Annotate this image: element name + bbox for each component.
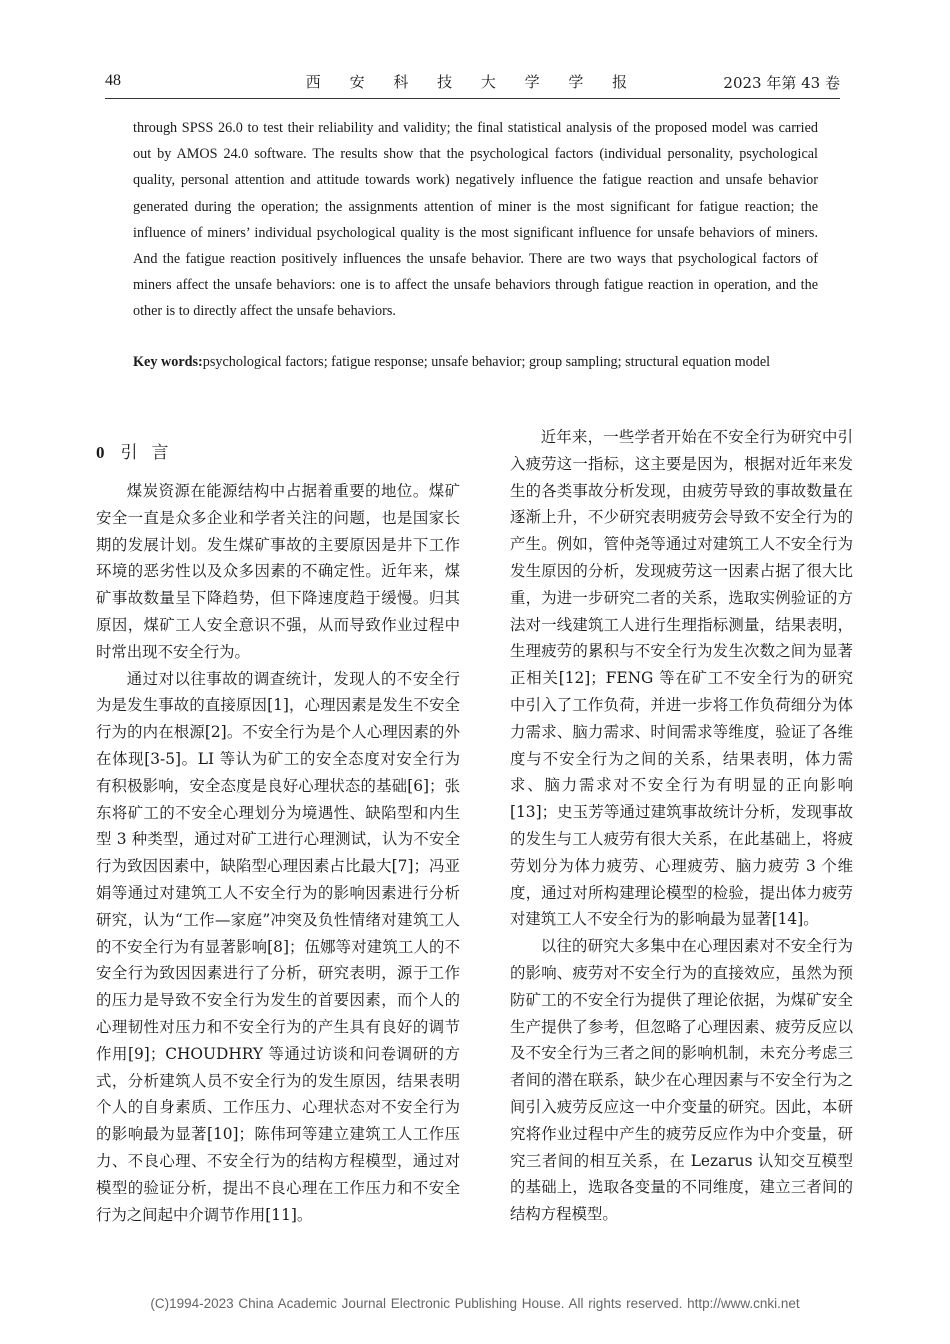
paragraph: 通过对以往事故的调查统计，发现人的不安全行为是发生事故的直接原因[1]，心理因素是发生不安全行为的内在根源[2]。不安全行为是个人心理因素的外在体现[3-5]。LI 等认为矿工的安全态度对安全行为有积极影响，安全态度是良好心理状态的基础[6]；张东将矿工的不安全心理划分为境遇性、缺陷型和内生型 3 种类型，通过对矿工进行心理测试，认为不安全行为致因因素中，缺陷型心理因素占比最大[7]；冯亚娟等通过对建筑工人不安全行为的影响因素进行分析研究，认为“工作—家庭”冲突及负性情绪对建筑工人的不安全行为有显著影响[8]；伍娜等对建筑工人的不安全行为致因因素进行了分析，研究表明，源于工作的压力是导致不安全行为发生的首要因素，而个人的心理韧性对压力和不安全行为的产生具有良好的调节作用[9]；CHOUDHRY 等通过访谈和问卷调研的方式，分析建筑人员不安全行为的发生原因，结果表明个人的自身素质、工作压力、心理状态对不安全行为的影响最为显著[10]；陈伟珂等建立建筑工人工作压力、不良心理、不安全行为的结构方程模型，通过对模型的验证分析，提出不良心理在工作压力和不安全行为之间起中介调节作用[11]。: [96, 669, 460, 1224]
keywords: [133, 349, 818, 375]
section-heading: [96, 440, 460, 466]
paragraph: 近年来，一些学者开始在不安全行为研究中引入疲劳这一指标，这主要是因为，根据对近年来发生的各类事故分析发现，由疲劳导致的事故数量在逐渐上升，不少研究表明疲劳会导致不安全行为的产生。例如，管仲尧等通过对建筑工人不安全行为发生原因的分析，发现疲劳这一因素占据了很大比重，为进一步研究二者的关系，选取实例验证的方法对一线建筑工人进行生理指标测量，结果表明，生理疲劳的累积与不安全行为发生次数之间为显著正相关[12]；FENG 等在矿工不安全行为的研究中引入了工作负荷，并进一步将工作负荷细分为体力需求、脑力需求、时间需求等维度，验证了各维度与不安全行为之间的关系，结果表明，体力需求、脑力需求对不安全行为有明显的正向影响[13]；史玉芳等通过建筑事故统计分析，发现事故的发生与工人疲劳有很大关系，在此基础上，将疲劳划分为体力疲劳、心理疲劳、脑力疲劳 3 个维度，通过对所构建理论模型的检验，提出体力疲劳对建筑工人不安全行为的影响最为显著[14]。: [510, 428, 853, 929]
paragraph: 以往的研究大多集中在心理因素对不安全行为的影响、疲劳对不安全行为的直接效应，虽然为预防矿工的不安全行为提供了理论依据，为煤矿安全生产提供了参考，但忽略了心理因素、疲劳反应以及不安全行为三者之间的影响机制，未充分考虑三者间的潜在联系，缺少在心理因素与不安全行为之间引入疲劳反应这一中介变量的研究。因此，本研究将作业过程中产生的疲劳反应作为中介变量，研究三者间的相互关系，在 Lezarus 认知交互模型的基础上，选取各变量的不同维度，建立三者间的结构方程模型。: [510, 937, 853, 1224]
journal-title: 西 安 科 技 大 学 学 报: [305, 73, 640, 91]
page-number: 48: [105, 72, 121, 89]
issue-label: 2023 年第 43 卷: [723, 74, 840, 92]
section-title: 引言: [120, 443, 183, 463]
running-header: [105, 70, 840, 94]
right-column: [510, 424, 853, 1228]
left-column: [96, 440, 460, 1228]
copyright-footer: (C)1994-2023 China Academic Journal Electronic Publishing House. All rights reserved. http://www.cnki.net: [150, 1296, 800, 1311]
paragraph: 煤炭资源在能源结构中占据着重要的地位。煤矿安全一直是众多企业和学者关注的问题，也是国家长期的发展计划。发生煤矿事故的主要原因是井下工作环境的恶劣性以及众多因素的不确定性。近年来，煤矿事故数量呈下降趋势，但下降速度趋于缓慢。归其原因，煤矿工人安全意识不强，从而导致作业过程中时常出现不安全行为。: [96, 482, 460, 661]
header-rule: [105, 98, 840, 99]
section-number: 0: [96, 443, 107, 462]
keywords-text: psychological factors; fatigue response; unsafe behavior; group sampling; structural equation model: [202, 354, 771, 370]
english-abstract: through SPSS 26.0 to test their reliability and validity; the final statistical analysis of the proposed model was carried out by AMOS 24.0 software. The results show that the psychological factors (individual personality, psychological quality, personal attention and attitude towards work) negatively influence the fatigue reaction and unsafe behavior generated during the operation; the assignments attention of miner is the most significant for fatigue reaction; the influence of miners’ individual psychological quality is the most significant influence for unsafe behaviors of miners. And the fatigue reaction positively influences the unsafe behavior. There are two ways that psychological factors of miners affect the unsafe behaviors: one is to affect the unsafe behaviors through fatigue reaction in operation, and the other is to directly affect the unsafe behaviors.: [133, 120, 818, 320]
keywords-label: Key words:: [133, 354, 203, 370]
